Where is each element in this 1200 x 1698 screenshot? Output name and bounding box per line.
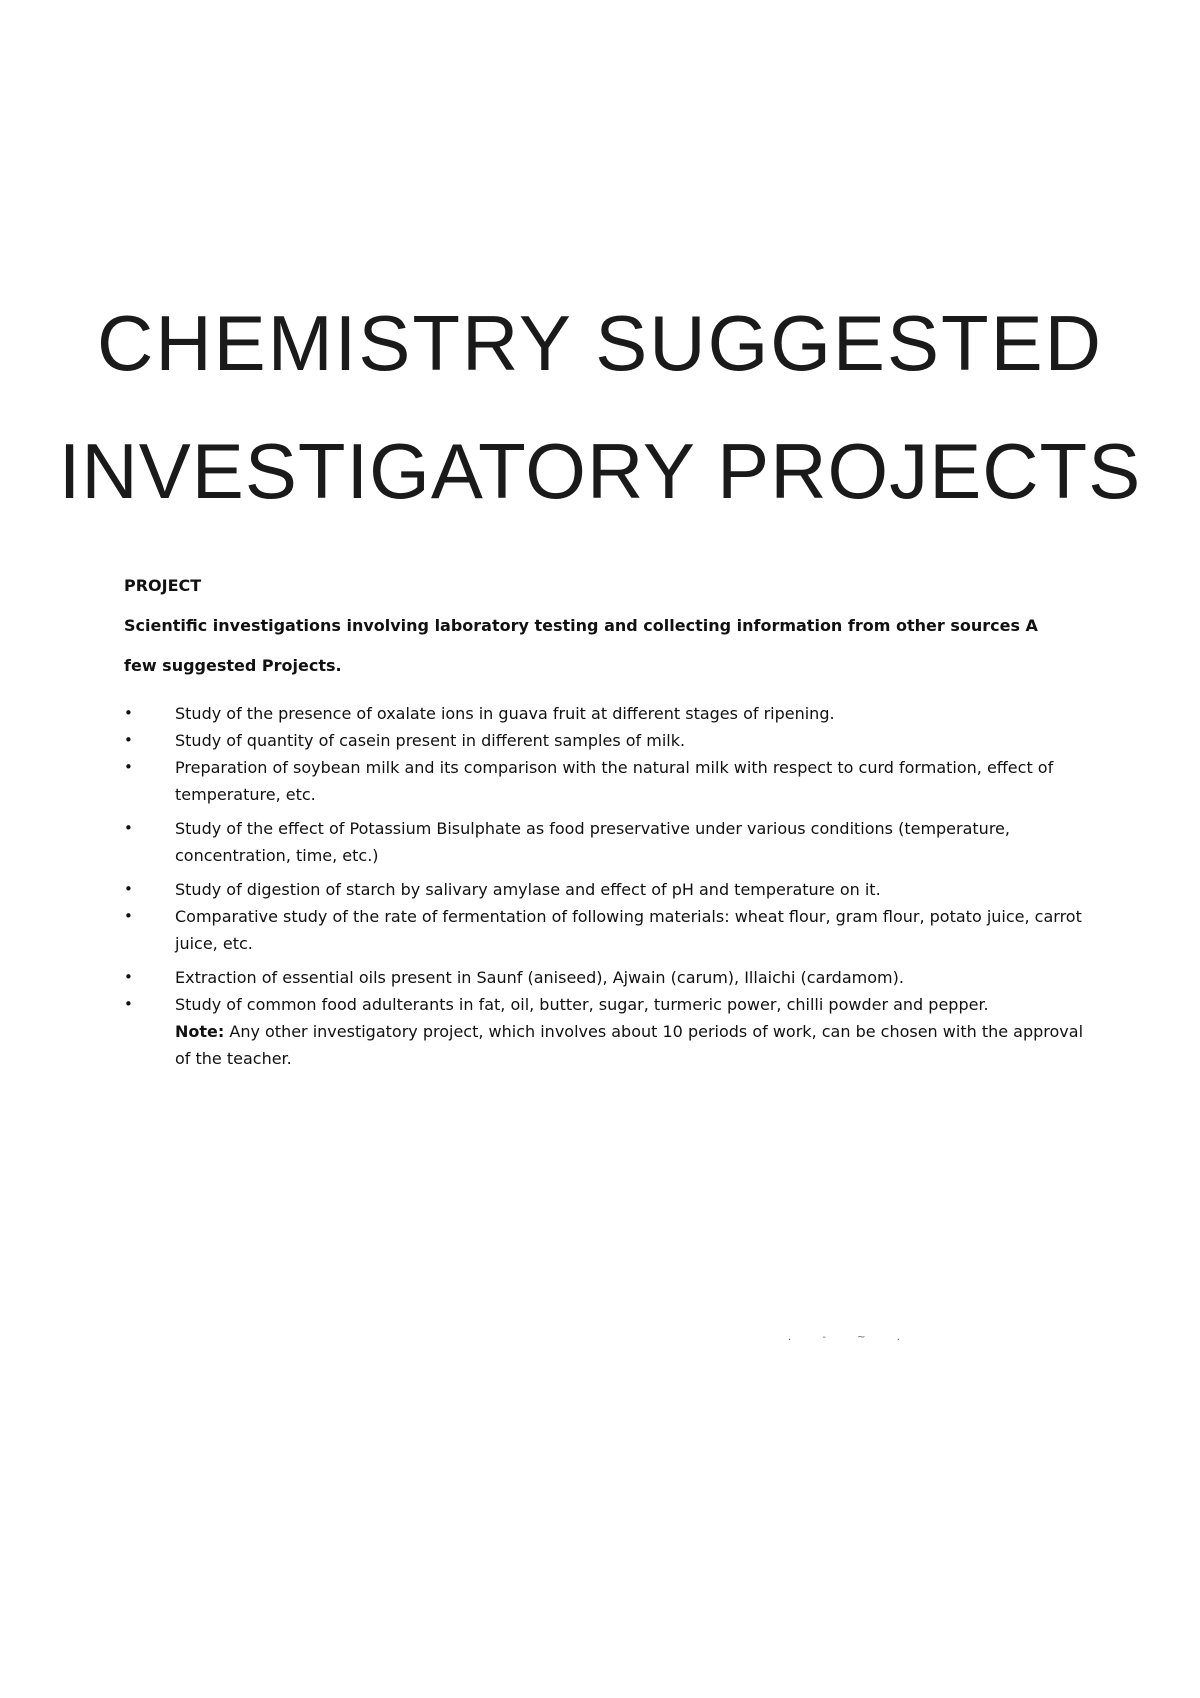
list-item [124,991,1084,1072]
bullet-icon: • [124,907,133,925]
bullet-icon: • [124,731,133,749]
list-item [124,700,1084,727]
list-item-text: Preparation of soybean milk and its comparison with the natural milk with respect to curd formation, effect of temperature, etc. [175,758,1054,804]
list-item [124,964,1084,991]
bullet-icon: • [124,968,133,986]
bullet-icon: • [124,819,133,837]
list-item [124,815,1084,869]
bullet-icon: • [124,704,133,722]
bullet-icon: • [124,995,133,1013]
list-item [124,903,1084,957]
list-item-text: Study of digestion of starch by salivary amylase and effect of pH and temperature on it. [175,880,881,899]
list-item-text: Extraction of essential oils present in Saunf (aniseed), Ajwain (carum), Illaichi (cardamom). [175,968,904,987]
note-text: Any other investigatory project, which involves about 10 periods of work, can be chosen with the approval of the teacher. [175,1022,1084,1068]
bullet-icon: • [124,880,133,898]
list-item-text: Study of the presence of oxalate ions in guava fruit at different stages of ripening. [175,704,835,723]
bullet-icon: • [124,758,133,776]
section-heading: PROJECT [124,576,202,595]
list-item [124,876,1084,903]
document-title-line-1: CHEMISTRY SUGGESTED [97,299,1103,387]
project-list [124,700,1084,1072]
document-title-line-2: INVESTIGATORY PROJECTS [58,427,1142,515]
list-item [124,727,1084,754]
scan-artifact: . - ~ . [788,1332,914,1343]
list-item [124,754,1084,808]
list-item-text: Study of the effect of Potassium Bisulphate as food preservative under various conditions (temperature, concentration, time, etc.) [175,819,1010,865]
list-item-text: Comparative study of the rate of fermentation of following materials: wheat flour, gram flour, potato juice, carrot juice, etc. [175,907,1082,953]
intro-line-2: few suggested Projects. [124,656,342,675]
note-label: Note: [175,1022,225,1041]
intro-line-1: Scientific investigations involving laboratory testing and collecting information from other sources A [124,616,1038,635]
list-item-text: Study of quantity of casein present in different samples of milk. [175,731,686,750]
list-item-text: Study of common food adulterants in fat, oil, butter, sugar, turmeric power, chilli powder and pepper. [175,995,989,1014]
